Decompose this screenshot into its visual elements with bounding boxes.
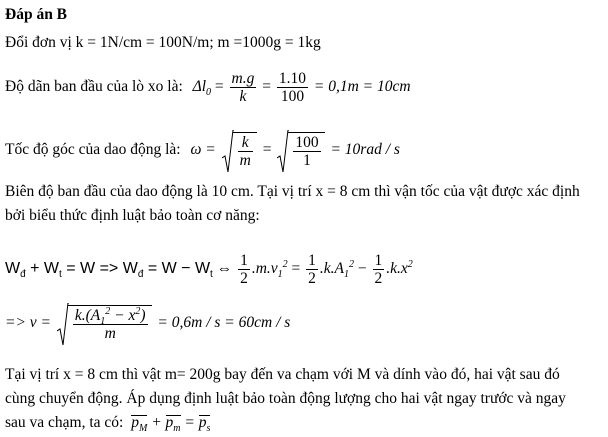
initial-stretch-line: Độ dãn ban đầu của lò xo là: $\Delta l_0$ = $\frac{m.g}{k}$ = $\frac{1.10}{100}$ = 0,1m = 10cm xyxy=(5,70,411,105)
angular-velocity-line: Tốc độ góc của dao động là: ω = $\frac{k}{m}$ = $\frac{100}{1}$ = 10rad / s xyxy=(5,132,400,169)
collision-paragraph-line-3-text: sau va chạm, ta có: xyxy=(5,414,124,431)
fraction-values: $\frac{1.10}{100}$ xyxy=(278,70,306,105)
sqrt-100-over-1: $\frac{100}{1}$ xyxy=(277,132,324,169)
sqrt-k-over-m: $\frac{k}{m}$ xyxy=(222,132,257,169)
potential-term: $.k.x^2$ xyxy=(386,258,413,278)
collision-paragraph-line-2: cùng chuyển động. Áp dụng định luật bảo toàn động lượng cho hai vật ngay trước và ngay xyxy=(5,390,566,407)
half-fraction-1: $\frac{1}{2}$ xyxy=(240,252,248,287)
amplitude-paragraph-line-2: bởi biểu thức định luật bảo toàn cơ năng: xyxy=(5,207,260,224)
velocity-equation xyxy=(5,305,290,342)
energy-equation: $W_đ + W_t = W => W_đ = W - W_t$ ⇔ $\frac{1}{2}$ $.m.v_1^2$ = $\frac{1}{2}$ $.k.A_1^2$ − $\frac{1}{2}$ $.k.x^2$ xyxy=(5,252,413,287)
amplitude-paragraph-line-1: Biên độ ban đầu của dao động là 10 cm. Tại vị trí x = 8 cm thì vận tốc của vật được xác định xyxy=(5,183,580,200)
half-fraction-3: $\frac{1}{2}$ xyxy=(374,252,383,287)
initial-stretch-result: = 0,1m = 10cm xyxy=(313,78,411,96)
half-fraction-2: $\frac{1}{2}$ xyxy=(308,252,316,287)
fraction-mg-over-k: $\frac{m.g}{k}$ xyxy=(231,70,255,105)
momentum-equation: $p_M + p_m = p_s$ xyxy=(131,414,211,435)
collision-paragraph-line-3 xyxy=(5,414,211,435)
kinetic-term: $.m.v_1^2$ xyxy=(251,258,288,281)
heading: Đáp án B xyxy=(5,6,68,23)
total-energy-term: $.k.A_1^2$ xyxy=(319,258,355,281)
velocity-prefix: => v = xyxy=(5,314,52,332)
collision-paragraph-line-1: Tại vị trí x = 8 cm thì vật m= 200g bay đến va chạm với M và dính vào đó, hai vật sau đó xyxy=(5,366,560,383)
angular-velocity-label: Tốc độ góc của dao động là: xyxy=(5,141,181,159)
energy-lhs: $W_đ + W_t = W => W_đ = W - W_t$ xyxy=(5,260,213,281)
sqrt-velocity: $\frac{k.(A_1^2 - x^2)}{m}$ xyxy=(57,305,152,342)
omega-symbol: ω = xyxy=(190,141,216,159)
delta-l-symbol: $\Delta l_0$ xyxy=(192,78,212,99)
velocity-result: = 0,6m / s = 60cm / s xyxy=(157,314,291,332)
angular-velocity-result: = 10rad / s xyxy=(330,141,400,159)
unit-conversion-line: Đổi đơn vị k = 1N/cm = 100N/m; m =1000g = 1kg xyxy=(5,34,321,51)
initial-stretch-label: Độ dãn ban đầu của lò xo là: xyxy=(5,78,183,96)
